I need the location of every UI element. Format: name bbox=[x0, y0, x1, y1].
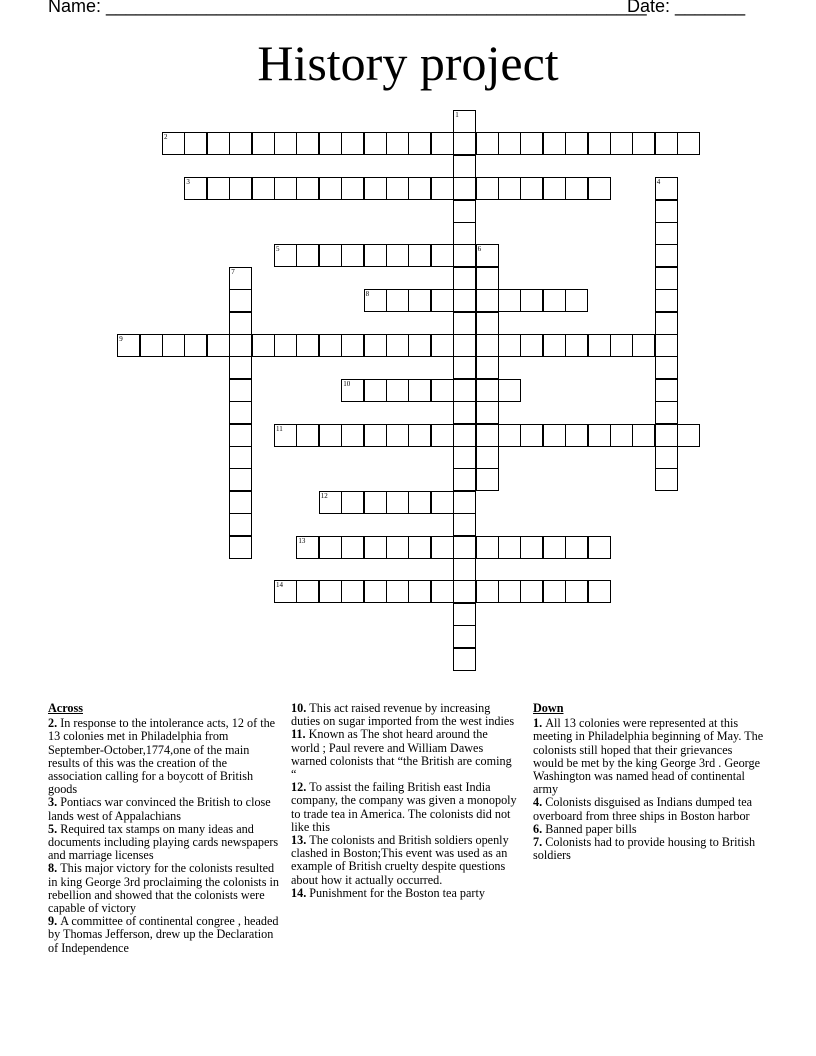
grid-cell[interactable] bbox=[453, 200, 476, 223]
grid-cell[interactable] bbox=[274, 132, 297, 155]
grid-cell[interactable] bbox=[476, 580, 499, 603]
grid-cell[interactable] bbox=[386, 424, 409, 447]
clue-text: Colonists disguised as Indians dumped tea overboard from three ships in Boston harbor bbox=[533, 795, 753, 823]
grid-cell[interactable] bbox=[386, 244, 409, 267]
grid-cell[interactable] bbox=[229, 267, 252, 290]
grid-cell[interactable] bbox=[296, 334, 319, 357]
clue-text: The colonists and British soldiers openly clashed in Boston;This event was used as an example of British cruelty despite questions about how it actually occurred. bbox=[291, 833, 509, 887]
page-title: History project bbox=[257, 35, 559, 91]
grid-cell[interactable] bbox=[386, 536, 409, 559]
clue-number: 8 bbox=[365, 290, 370, 299]
grid-cell[interactable] bbox=[543, 334, 566, 357]
clue-text: This major victory for the colonists resulted in king George 3rd proclaiming the colonists in rebellion and showed that the colonists were capable of victory bbox=[48, 861, 279, 916]
grid-cell[interactable] bbox=[229, 468, 252, 491]
grid-cell[interactable] bbox=[319, 491, 342, 514]
clue-number: 9. bbox=[48, 914, 61, 929]
grid-cell[interactable] bbox=[252, 334, 275, 357]
grid-cell[interactable] bbox=[296, 580, 319, 603]
clue-number: 11 bbox=[276, 424, 283, 433]
clue-number: 8. bbox=[48, 861, 61, 876]
grid-cell[interactable] bbox=[476, 334, 499, 357]
grid-cell[interactable] bbox=[408, 244, 431, 267]
grid-cell[interactable] bbox=[655, 267, 678, 290]
grid-cell[interactable] bbox=[543, 132, 566, 155]
grid-cell[interactable] bbox=[140, 334, 163, 357]
grid-cell[interactable] bbox=[655, 200, 678, 223]
grid-cell[interactable] bbox=[229, 446, 252, 469]
grid-cell[interactable] bbox=[229, 424, 252, 447]
grid-cell[interactable] bbox=[364, 536, 387, 559]
grid-cell[interactable] bbox=[498, 536, 521, 559]
clue-text: In response to the intolerance acts, 12 of the 13 colonies met in Philadelphia from September-October,1774,one of the main results of this was the creation of the association calling for a boycott of British goods bbox=[48, 716, 276, 797]
down-list bbox=[533, 717, 765, 862]
clue-text: All 13 colonies were represented at this meeting in Philadelphia beginning of May. The colonists still hoped that their grievances would be met by the king George 3rd . George Washington was named head of continental army bbox=[533, 716, 764, 797]
grid-cell[interactable] bbox=[184, 334, 207, 357]
grid-cell[interactable] bbox=[453, 491, 476, 514]
clue-text: A committee of continental congree , headed by Thomas Jefferson, drew up the Declaration of Independence bbox=[48, 914, 279, 955]
grid-cell[interactable] bbox=[341, 244, 364, 267]
grid-cell[interactable] bbox=[610, 132, 633, 155]
name-field[interactable]: Name: ______________________________________________________ bbox=[48, 0, 647, 16]
clue-number: 6 bbox=[477, 245, 482, 254]
grid-cell[interactable] bbox=[655, 312, 678, 335]
grid-cell[interactable] bbox=[296, 244, 319, 267]
clue-number: 5. bbox=[48, 821, 61, 836]
grid-cell[interactable] bbox=[431, 334, 454, 357]
grid-cell[interactable] bbox=[565, 334, 588, 357]
grid-cell[interactable] bbox=[274, 424, 297, 447]
grid-cell[interactable] bbox=[229, 513, 252, 536]
grid-cell[interactable] bbox=[296, 132, 319, 155]
grid-cell[interactable] bbox=[655, 446, 678, 469]
grid-cell[interactable] bbox=[408, 132, 431, 155]
grid-cell[interactable] bbox=[498, 424, 521, 447]
clue-number: 14. bbox=[291, 885, 310, 900]
clue-text: To assist the failing British east India company, the company was given a monopoly to trade tea in America. The colonists did not like this bbox=[291, 780, 517, 834]
grid-cell[interactable] bbox=[655, 289, 678, 312]
grid-cell[interactable] bbox=[431, 580, 454, 603]
grid-cell[interactable] bbox=[453, 446, 476, 469]
clue-number: 1 bbox=[455, 111, 459, 119]
clue-number: 1. bbox=[533, 716, 546, 731]
grid-cell[interactable] bbox=[520, 580, 543, 603]
clue-text: This act raised revenue by increasing duties on sugar imported from the west indies bbox=[291, 701, 515, 729]
grid-cell[interactable] bbox=[565, 580, 588, 603]
grid-cell[interactable] bbox=[229, 401, 252, 424]
grid-cell[interactable] bbox=[296, 536, 319, 559]
date-field[interactable]: Date: _______ bbox=[627, 0, 746, 16]
grid-cell[interactable] bbox=[408, 424, 431, 447]
grid-cell[interactable] bbox=[453, 312, 476, 335]
across-clue bbox=[48, 823, 282, 863]
grid-cell[interactable] bbox=[476, 446, 499, 469]
grid-cell[interactable] bbox=[565, 289, 588, 312]
grid-cell[interactable] bbox=[520, 177, 543, 200]
grid-cell[interactable] bbox=[476, 536, 499, 559]
clue-number: 5 bbox=[276, 245, 280, 254]
grid-cell[interactable] bbox=[386, 132, 409, 155]
grid-cell[interactable] bbox=[431, 244, 454, 267]
grid-cell[interactable] bbox=[386, 491, 409, 514]
clue-text: Known as The shot heard around the world ; Paul revere and William Dawes warned colonists that “the British are coming “ bbox=[291, 727, 512, 782]
clue-number: 2. bbox=[48, 716, 61, 731]
clue-number: 9 bbox=[119, 335, 123, 343]
grid-cell[interactable] bbox=[655, 401, 678, 424]
grid-cell[interactable] bbox=[655, 177, 678, 200]
grid-cell[interactable] bbox=[229, 312, 252, 335]
grid-cell[interactable] bbox=[520, 132, 543, 155]
grid-cell[interactable] bbox=[677, 424, 700, 447]
across-clue bbox=[291, 728, 519, 781]
down-heading: Down bbox=[533, 701, 564, 715]
clue-number: 13. bbox=[291, 833, 310, 848]
across-clue bbox=[48, 717, 282, 796]
clue-number: 3. bbox=[48, 795, 61, 810]
across-heading: Across bbox=[48, 701, 83, 715]
grid-cell[interactable] bbox=[453, 603, 476, 626]
across-clues-column-2 bbox=[291, 702, 519, 900]
clue-number: 12 bbox=[320, 491, 328, 500]
grid-cell[interactable] bbox=[453, 536, 476, 559]
grid-cell[interactable] bbox=[453, 155, 476, 178]
grid-cell[interactable] bbox=[632, 334, 655, 357]
grid-cell[interactable] bbox=[341, 132, 364, 155]
grid-cell[interactable] bbox=[207, 132, 230, 155]
grid-cell[interactable] bbox=[431, 289, 454, 312]
grid-cell[interactable] bbox=[364, 491, 387, 514]
grid-cell[interactable] bbox=[431, 491, 454, 514]
grid-cell[interactable] bbox=[319, 334, 342, 357]
clue-number: 14 bbox=[276, 581, 283, 590]
grid-cell[interactable] bbox=[632, 424, 655, 447]
grid-cell[interactable] bbox=[543, 424, 566, 447]
grid-cell[interactable] bbox=[408, 177, 431, 200]
grid-cell[interactable] bbox=[207, 177, 230, 200]
clue-number: 10. bbox=[291, 701, 310, 715]
grid-cell[interactable] bbox=[184, 177, 207, 200]
grid-cell[interactable] bbox=[453, 132, 476, 155]
grid-cell[interactable] bbox=[543, 536, 566, 559]
grid-cell[interactable] bbox=[386, 379, 409, 402]
grid-cell[interactable] bbox=[453, 289, 476, 312]
grid-cell[interactable] bbox=[498, 334, 521, 357]
grid-cell[interactable] bbox=[655, 132, 678, 155]
grid-cell[interactable] bbox=[229, 491, 252, 514]
grid-cell[interactable] bbox=[655, 334, 678, 357]
clue-number: 13 bbox=[298, 536, 306, 545]
grid-cell[interactable] bbox=[588, 424, 611, 447]
grid-cell[interactable] bbox=[364, 334, 387, 357]
grid-cell[interactable] bbox=[498, 580, 521, 603]
grid-cell[interactable] bbox=[364, 132, 387, 155]
grid-cell[interactable] bbox=[229, 334, 252, 357]
grid-cell[interactable] bbox=[431, 177, 454, 200]
grid-cell[interactable] bbox=[431, 424, 454, 447]
grid-cell[interactable] bbox=[655, 244, 678, 267]
grid-cell[interactable] bbox=[476, 356, 499, 379]
grid-cell[interactable] bbox=[453, 648, 476, 671]
grid-cell[interactable] bbox=[386, 334, 409, 357]
grid-cell[interactable] bbox=[632, 132, 655, 155]
grid-cell[interactable] bbox=[431, 132, 454, 155]
clue-number: 6. bbox=[533, 821, 546, 836]
grid-cell[interactable] bbox=[319, 424, 342, 447]
grid-cell[interactable] bbox=[408, 379, 431, 402]
grid-cell[interactable] bbox=[453, 401, 476, 424]
down-clue bbox=[533, 836, 765, 862]
clue-text: Required tax stamps on many ideas and documents including playing cards newspapers and marriage licenses bbox=[48, 821, 279, 863]
grid-cell[interactable] bbox=[364, 580, 387, 603]
grid-cell[interactable] bbox=[655, 424, 678, 447]
grid-cell[interactable] bbox=[655, 356, 678, 379]
down-clue bbox=[533, 717, 765, 796]
grid-cell[interactable] bbox=[498, 289, 521, 312]
grid-cell[interactable] bbox=[319, 580, 342, 603]
grid-cell[interactable] bbox=[319, 536, 342, 559]
grid-cell[interactable] bbox=[341, 334, 364, 357]
grid-cell[interactable] bbox=[341, 536, 364, 559]
grid-cell[interactable] bbox=[453, 625, 476, 648]
grid-cell[interactable] bbox=[520, 289, 543, 312]
grid-cell[interactable] bbox=[364, 379, 387, 402]
grid-cell[interactable] bbox=[453, 244, 476, 267]
grid-cell[interactable] bbox=[319, 244, 342, 267]
grid-cell[interactable] bbox=[453, 177, 476, 200]
grid-cell[interactable] bbox=[274, 177, 297, 200]
grid-cell[interactable] bbox=[408, 536, 431, 559]
grid-cell[interactable] bbox=[453, 356, 476, 379]
grid-cell[interactable] bbox=[386, 177, 409, 200]
across-list-part2 bbox=[291, 702, 519, 900]
clue-text: Colonists had to provide housing to British soldiers bbox=[533, 835, 756, 863]
grid-cell[interactable] bbox=[610, 334, 633, 357]
across-clue bbox=[48, 862, 282, 915]
grid-cell[interactable] bbox=[229, 379, 252, 402]
grid-cell[interactable] bbox=[476, 177, 499, 200]
clue-number: 2 bbox=[164, 133, 168, 142]
clue-number: 12. bbox=[291, 780, 310, 795]
grid-cell[interactable] bbox=[453, 334, 476, 357]
grid-cell[interactable] bbox=[408, 289, 431, 312]
down-clues-column bbox=[533, 702, 765, 862]
grid-cell[interactable] bbox=[520, 424, 543, 447]
grid-cell[interactable] bbox=[453, 424, 476, 447]
grid-cell[interactable] bbox=[588, 177, 611, 200]
grid-cell[interactable] bbox=[252, 132, 275, 155]
grid-cell[interactable] bbox=[341, 177, 364, 200]
grid-cell[interactable] bbox=[565, 536, 588, 559]
across-list-part1 bbox=[48, 717, 282, 955]
grid-cell[interactable] bbox=[476, 312, 499, 335]
grid-cell[interactable] bbox=[610, 424, 633, 447]
grid-cell[interactable] bbox=[498, 132, 521, 155]
grid-cell[interactable] bbox=[162, 334, 185, 357]
clue-number: 7 bbox=[231, 267, 235, 276]
grid-cell[interactable] bbox=[364, 289, 387, 312]
grid-cell[interactable] bbox=[229, 536, 252, 559]
across-clue bbox=[291, 834, 519, 887]
across-clue bbox=[48, 796, 282, 822]
clue-number: 3 bbox=[186, 178, 190, 187]
grid-cell[interactable] bbox=[565, 177, 588, 200]
grid-cell[interactable] bbox=[341, 379, 364, 402]
grid-cell[interactable] bbox=[476, 379, 499, 402]
grid-cell[interactable] bbox=[543, 580, 566, 603]
grid-cell[interactable] bbox=[476, 468, 499, 491]
clue-number: 7. bbox=[533, 835, 546, 850]
clue-number: 4. bbox=[533, 795, 546, 810]
grid-cell[interactable] bbox=[408, 334, 431, 357]
grid-cell[interactable] bbox=[296, 177, 319, 200]
grid-cell[interactable] bbox=[588, 132, 611, 155]
grid-cell[interactable] bbox=[588, 334, 611, 357]
grid-cell[interactable] bbox=[207, 334, 230, 357]
grid-cell[interactable] bbox=[476, 244, 499, 267]
grid-cell[interactable] bbox=[319, 132, 342, 155]
across-clue bbox=[291, 781, 519, 834]
grid-cell[interactable] bbox=[588, 580, 611, 603]
grid-cell[interactable] bbox=[453, 379, 476, 402]
grid-cell[interactable] bbox=[274, 580, 297, 603]
grid-cell[interactable] bbox=[184, 132, 207, 155]
grid-cell[interactable] bbox=[274, 244, 297, 267]
grid-cell[interactable] bbox=[296, 424, 319, 447]
across-clues-column bbox=[48, 702, 282, 955]
grid-cell[interactable] bbox=[341, 491, 364, 514]
grid-cell[interactable] bbox=[655, 468, 678, 491]
grid-cell[interactable] bbox=[453, 513, 476, 536]
grid-cell[interactable] bbox=[498, 177, 521, 200]
grid-cell[interactable] bbox=[431, 536, 454, 559]
grid-cell[interactable] bbox=[386, 580, 409, 603]
down-clue bbox=[533, 796, 765, 822]
grid-cell[interactable] bbox=[476, 401, 499, 424]
grid-cell[interactable] bbox=[431, 379, 454, 402]
grid-cell[interactable] bbox=[476, 289, 499, 312]
clue-text: Punishment for the Boston tea party bbox=[309, 885, 485, 900]
grid-cell[interactable] bbox=[229, 132, 252, 155]
grid-cell[interactable] bbox=[520, 536, 543, 559]
grid-cell[interactable] bbox=[476, 267, 499, 290]
grid-cell[interactable] bbox=[655, 379, 678, 402]
clue-text: Banned paper bills bbox=[545, 821, 637, 836]
grid-cell[interactable] bbox=[453, 110, 476, 133]
grid-cell[interactable] bbox=[453, 580, 476, 603]
grid-cell[interactable] bbox=[453, 222, 476, 245]
grid-cell[interactable] bbox=[229, 177, 252, 200]
grid-cell[interactable] bbox=[588, 536, 611, 559]
clue-number: 11. bbox=[291, 727, 309, 742]
grid-cell[interactable] bbox=[565, 424, 588, 447]
clue-text: Pontiacs war convinced the British to close lands west of Appalachians bbox=[48, 795, 271, 823]
grid-cell[interactable] bbox=[655, 222, 678, 245]
grid-cell[interactable] bbox=[453, 558, 476, 581]
grid-cell[interactable] bbox=[565, 132, 588, 155]
grid-cell[interactable] bbox=[319, 177, 342, 200]
grid-cell[interactable] bbox=[543, 177, 566, 200]
grid-cell[interactable] bbox=[677, 132, 700, 155]
across-clue bbox=[291, 887, 519, 900]
grid-cell[interactable] bbox=[520, 334, 543, 357]
grid-cell[interactable] bbox=[476, 132, 499, 155]
grid-cell[interactable] bbox=[364, 244, 387, 267]
grid-cell[interactable] bbox=[408, 580, 431, 603]
clue-number: 4 bbox=[656, 178, 661, 187]
grid-cell[interactable] bbox=[364, 177, 387, 200]
grid-cell[interactable] bbox=[543, 289, 566, 312]
grid-cell[interactable] bbox=[341, 580, 364, 603]
grid-cell[interactable] bbox=[229, 356, 252, 379]
grid-cell[interactable] bbox=[386, 289, 409, 312]
grid-cell[interactable] bbox=[229, 289, 252, 312]
grid-cell[interactable] bbox=[453, 468, 476, 491]
across-clue bbox=[291, 702, 519, 728]
grid-cell[interactable] bbox=[252, 177, 275, 200]
grid-cell[interactable] bbox=[117, 334, 140, 357]
grid-cell[interactable] bbox=[364, 424, 387, 447]
grid-cell[interactable] bbox=[408, 491, 431, 514]
grid-cell[interactable] bbox=[498, 379, 521, 402]
grid-cell[interactable] bbox=[274, 334, 297, 357]
grid-cell[interactable] bbox=[341, 424, 364, 447]
clue-number: 10 bbox=[343, 379, 351, 388]
across-clue bbox=[48, 915, 282, 955]
grid-cell[interactable] bbox=[476, 424, 499, 447]
grid-cell[interactable] bbox=[453, 267, 476, 290]
grid-cell[interactable] bbox=[162, 132, 185, 155]
